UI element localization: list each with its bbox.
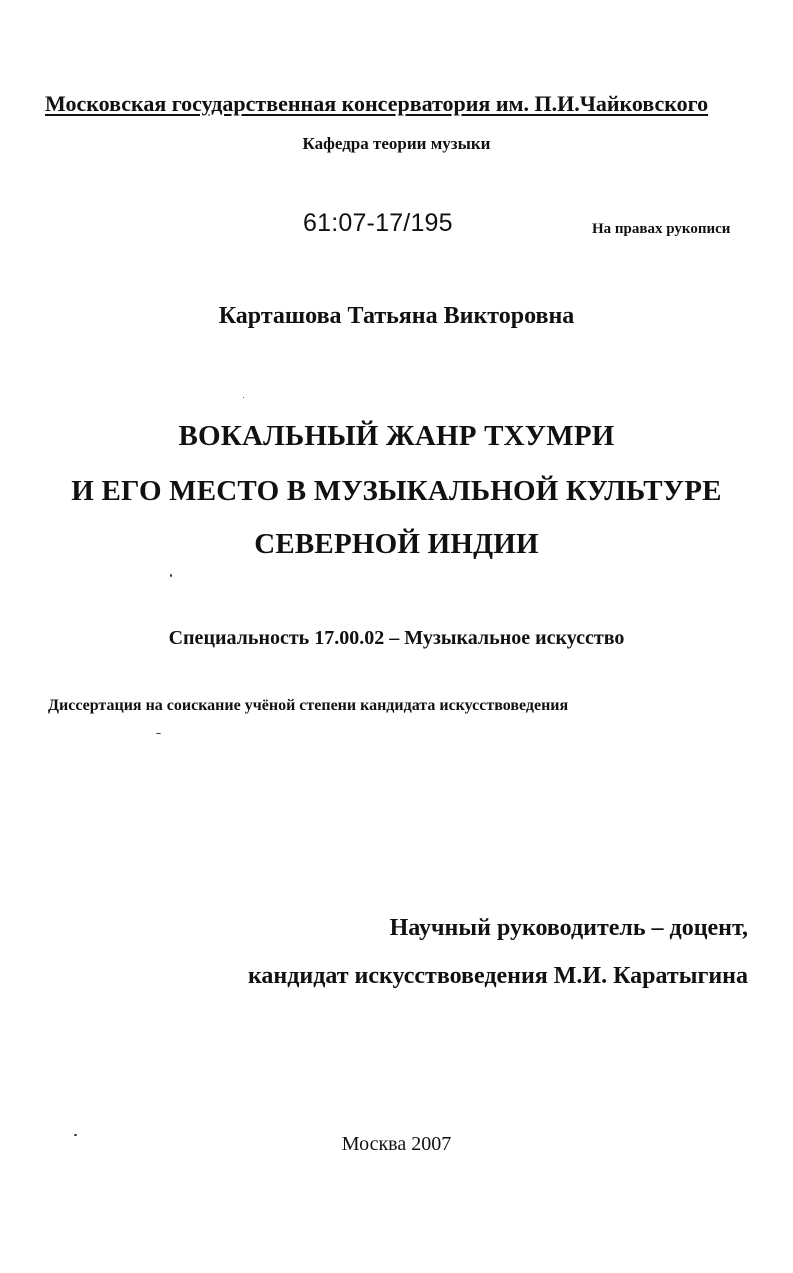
title-line-2: И ЕГО МЕСТО В МУЗЫКАЛЬНОЙ КУЛЬТУРЕ	[71, 475, 722, 507]
dissertation-type: Диссертация на соискание учёной степени кандидата искусствоведения	[48, 697, 569, 714]
manuscript-note: На правах рукописи	[592, 221, 731, 237]
scan-speck	[170, 574, 172, 577]
department-name: Кафедра теории музыки	[302, 134, 491, 153]
scan-speck	[74, 1134, 77, 1136]
title-line-3: СЕВЕРНОЙ ИНДИИ	[254, 528, 539, 560]
specialty: Специальность 17.00.02 – Музыкальное искусство	[168, 627, 625, 649]
institution-name: Московская государственная консерватория им. П.И.Чайковского	[45, 91, 709, 116]
udc-code: 61:07-17/195	[303, 209, 453, 237]
scan-speck	[156, 733, 161, 734]
title-line-1: ВОКАЛЬНЫЙ ЖАНР ТХУМРИ	[178, 420, 615, 452]
author-name: Карташова Татьяна Викторовна	[218, 303, 575, 329]
supervisor-name: кандидат искусствоведения М.И. Каратыгина	[247, 963, 748, 989]
city-year: Москва 2007	[341, 1133, 452, 1155]
supervisor-title: Научный руководитель – доцент,	[389, 915, 748, 941]
scan-speck	[243, 397, 244, 398]
